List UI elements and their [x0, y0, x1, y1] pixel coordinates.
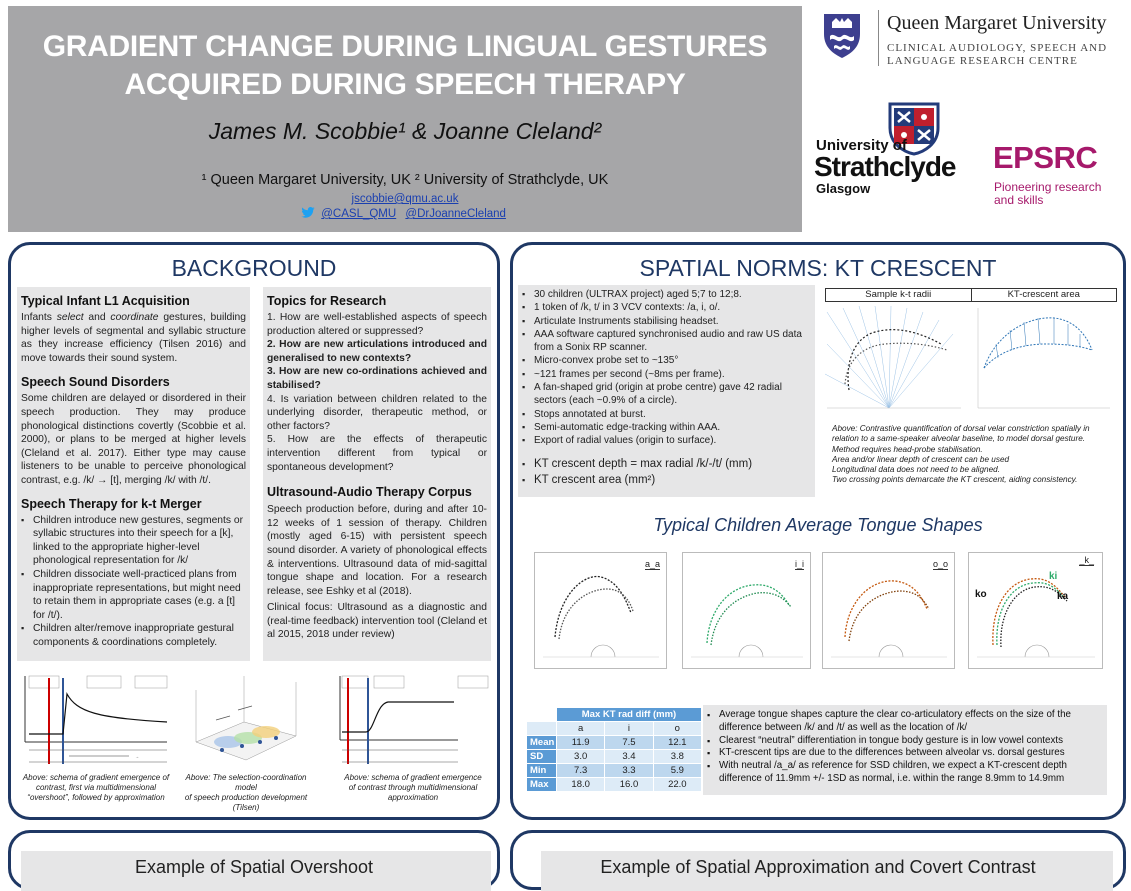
tongue-curves-a [535, 553, 666, 668]
overshoot-schema-figure [17, 672, 175, 768]
list-item: ▪ Children introduce new gestures, segments or syllabic structures into their speech for a [k], linked to the appropriate higher-level phonological representation for /k/ [21, 514, 246, 568]
list-item: ▪ Articulate Instruments stabilising headset. [522, 315, 811, 328]
question-3: 3. How are new co-ordinations achieved and stabilised? [267, 366, 487, 391]
qmu-divider [878, 10, 879, 66]
list-item: ▪ Children dissociate well-practiced plans from inappropriate representations, but might need to retain them in appropriate cases (e.g. a [t] for /t/). [21, 568, 246, 622]
caption-selection: Above: The selection-coordination model of speech production development (Tilsen) [184, 773, 308, 812]
tongue-curves-k [969, 553, 1102, 668]
overshoot-panel [8, 830, 500, 890]
tongue-chart-o [822, 552, 955, 669]
col-header: a [557, 722, 605, 736]
strathclyde-line-2: Strathclyde [814, 151, 956, 182]
tongue-curves-i [683, 553, 810, 668]
question-1: 1. How are well-established aspects of speech production altered or suppressed? [267, 312, 487, 337]
caption-overshoot: Above: schema of gradient emergence of contrast, first via multidimensional “overshoot”, followed by approximation [22, 773, 170, 802]
chart-label: i_i [794, 559, 804, 569]
strathclyde-line-3: Glasgow [816, 181, 871, 196]
list-item: ▪ With neutral /a_a/ as reference for SSD children, we expect a KT-crescent depth difference of 11.9mm +/- 1SD as normal, i.e. within the range 8.9mm to 14.9mm [707, 760, 1103, 786]
text-corpus: Speech production before, during and after 10-12 weeks of 1 session of therapy. Children (mostly aged 6-15) with persistent speech sound disorder. A variety of phonological effects & interventions. Ultrasound data of mid-sagittal tongue shape and location. For a research release, see Eshky et al (2018). [267, 504, 487, 597]
background-title: BACKGROUND [171, 255, 337, 281]
question-4: 4. Is variation between children related to the underlying disorder, therapeutic method, or other factors? [267, 393, 487, 432]
chart-label: a_a [644, 559, 660, 569]
therapy-bullets [21, 514, 246, 650]
table-row: Max 18.0 16.0 22.0 [527, 778, 702, 792]
list-item: ▪ Semi-automatic edge-tracking within AAA. [522, 421, 811, 434]
title-line-2: ACQUIRED DURING SPEECH THERAPY [124, 68, 686, 101]
epsrc-sub-1: Pioneering research [994, 180, 1102, 194]
overshoot-title: Example of Spatial Overshoot [134, 857, 374, 877]
kt-figure-labels [825, 288, 1117, 302]
list-item: ▪ Clearest “neutral” differentiation in tongue body gesture is in low vowel contexts [707, 735, 1103, 748]
list-item: ▪ Export of radial values (origin to surface). [522, 434, 811, 447]
email-link[interactable]: jscobbie@qmu.ac.uk [351, 193, 459, 205]
label-ki: ki [1049, 571, 1058, 582]
col-header: i [605, 722, 653, 736]
heading-corpus: Ultrasound-Audio Therapy Corpus [267, 485, 472, 500]
list-item: ▪ 1 token of /k, t/ in 3 VCV contexts: /a, i, o/. [522, 301, 811, 314]
caption-approximation: Above: schema of gradient emergence of contrast through multidimensional approximation [344, 773, 482, 802]
tongue-chart-i [682, 552, 811, 669]
heading-therapy: Speech Therapy for k-t Merger [21, 496, 202, 511]
chart-label: _k_ [1079, 555, 1094, 565]
chart-label: o_o [932, 559, 948, 569]
approximation-schema-figure [318, 672, 490, 768]
authors: James M. Scobbie¹ & Joanne Cleland² [208, 118, 602, 144]
list-item: ▪ A fan-shaped grid (origin at probe centre) gave 42 radial sectors (each ~0.9% of a circle). [522, 381, 811, 408]
findings-box [703, 705, 1107, 795]
qmu-crest-icon [816, 8, 868, 60]
twitter-handles [8, 207, 802, 220]
crescent-area-figure [970, 304, 1116, 414]
tongue-shapes-subtitle: Typical Children Average Tongue Shapes [653, 515, 983, 535]
method-box [518, 285, 815, 497]
strathclyde-line-1: University of [816, 137, 907, 154]
heading-topics: Topics for Research [267, 294, 387, 308]
svg-text:→: → [135, 754, 139, 759]
approximation-panel [510, 830, 1126, 890]
tongue-curves-o [823, 553, 954, 668]
list-item: ▪ Average tongue shapes capture the clear co-articulatory effects on the size of the difference between /k/ and /t/ as well as the location of /k/ [707, 709, 1103, 735]
background-left-box [17, 287, 250, 661]
method-bullets [522, 288, 811, 448]
twitter-casl[interactable]: @CASL_QMU [321, 208, 397, 220]
selection-coordination-figure [186, 670, 304, 770]
col-header: o [653, 722, 701, 736]
text-infant: Infants select and coordinate gestures, building higher levels of segmental and syllabic structure as they increase efficiency (Tilsen 2016) and move towards their sound system. [21, 312, 246, 364]
title-line-1: GRADIENT CHANGE DURING LINGUAL GESTURES [42, 30, 768, 63]
list-item: ▪ Micro-convex probe set to ~135° [522, 354, 811, 367]
list-item: ▪ 30 children (ULTRAX project) aged 5;7 to 12;8. [522, 288, 811, 301]
spatial-norms-title: SPATIAL NORMS: KT CRESCENT [639, 255, 997, 281]
kt-measures [522, 456, 811, 488]
poster-title [8, 28, 802, 104]
list-item: ▪ ~121 frames per second (~8ms per frame). [522, 368, 811, 381]
findings-list [707, 709, 1103, 786]
tongue-chart-a [534, 552, 667, 669]
table-row: SD 3.0 3.4 3.8 [527, 750, 702, 764]
text-clinical: Clinical focus: Ultrasound as a diagnostic and (real-time feedback) intervention tool (Cleland et al 2015, 2018 under review) [267, 602, 487, 641]
crescent-caption: Above: Contrastive quantification of dorsal velar constriction spatially in relation to a same-speaker alveolar baseline, to model dorsal gesture. Method requires head-probe stabilisation. Area and/or linear depth of crescent can be used Longitudinal data does not need to be aligned. Two crossing points demarcate the KT crescent, aiding consistency. [832, 424, 1090, 485]
twitter-cleland[interactable]: @DrJoanneCleland [405, 208, 506, 220]
kt-diff-table [526, 707, 702, 792]
heading-infant: Typical Infant L1 Acquisition [21, 294, 190, 308]
epsrc-logo: EPSRC [993, 140, 1098, 175]
question-2: 2. How are new articulations introduced and generalised to new contexts? [267, 339, 487, 364]
list-item: ▪ AAA software captured synchronised audio and raw US data from a Sonix RP scanner. [522, 328, 811, 355]
twitter-bird-icon [301, 207, 315, 218]
fig-label-area: KT-crescent area [1007, 289, 1080, 300]
fig-label-radii: Sample k-t radii [826, 289, 972, 301]
kt-depth: ▪ KT crescent depth = max radial /k/-/t/ (mm) [522, 456, 811, 472]
qmu-sub-1: CLINICAL AUDIOLOGY, SPEECH AND [887, 42, 1108, 54]
sample-radii-figure [823, 304, 965, 414]
epsrc-sub-2: and skills [994, 193, 1044, 207]
qmu-sub-2: LANGUAGE RESEARCH CENTRE [887, 55, 1078, 67]
approximation-title: Example of Spatial Approximation and Covert Contrast [600, 857, 1036, 877]
tongue-chart-k [968, 552, 1103, 669]
qmu-name: Queen Margaret University [887, 12, 1107, 34]
list-item: ▪ KT-crescent tips are due to the differences between alveolar vs. dorsal gestures [707, 747, 1103, 760]
affiliations: ¹ Queen Margaret University, UK ² University of Strathclyde, UK [201, 172, 609, 188]
list-item: ▪ Stops annotated at burst. [522, 408, 811, 421]
table-row: Min 7.3 3.3 5.9 [527, 764, 702, 778]
text-ssd: Some children are delayed or disordered in their speech production. They may produce phonological distinctions covertly (Scobbie et al. 2000), or plans to be merged at higher levels (Cleland et al. 2017). Either type may cause listeners to be unable to perceive phonological contrast, e.g. /k/ → [t], merging /k/ with /t/. [21, 393, 246, 486]
heading-ssd: Speech Sound Disorders [21, 375, 170, 390]
question-5: 5. How are the effects of therapeutic intervention different from typical or spontaneous development? [267, 434, 487, 473]
kt-area: ▪ KT crescent area (mm²) [522, 472, 811, 488]
label-ko: ko [975, 589, 987, 600]
table-title: Max KT rad diff (mm) [557, 708, 702, 722]
list-item: ▪ Children alter/remove inappropriate gestural components & coordinations completely. [21, 622, 246, 649]
table-row: Mean 11.9 7.5 12.1 [527, 736, 702, 750]
label-ka: ka [1057, 591, 1069, 602]
background-right-box [263, 287, 491, 661]
